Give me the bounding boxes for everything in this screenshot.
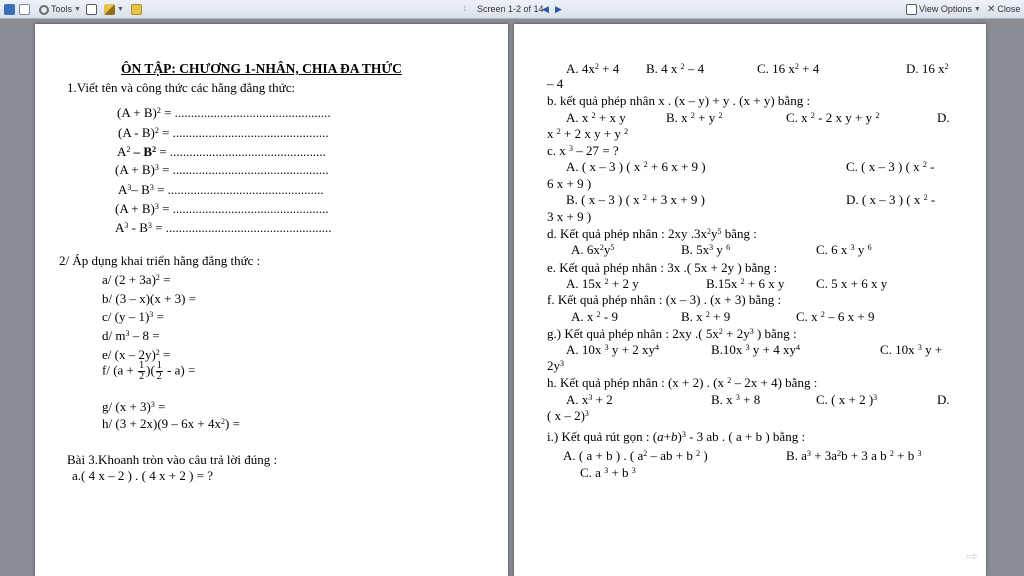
identity-item: $A^3-$ $B^3$ = ................................................ (118, 182, 324, 197)
next-page-button[interactable] (555, 3, 562, 16)
answer-line: A. $4x^2 + 4$ (566, 61, 620, 76)
question-3a: a.( 4 x – 2 ) . ( 4 x + 2 ) = ? (72, 468, 214, 483)
answer-line: ( x – 2)$^3$ (547, 408, 589, 423)
question-1: 1.Viết tên và công thức các hằng đẳng thức: (67, 80, 296, 95)
answer-line: B. 4 x $^2$ – 4 (646, 61, 705, 76)
answer-line: B. x $^3$ + 8 (711, 392, 761, 407)
next-screen-icon[interactable]: ⇨ (966, 549, 978, 565)
answer-line: 6 x + 9 ) (547, 176, 592, 191)
answer-line: C. 16 $x^2 + 4$ (757, 61, 820, 76)
gear-icon (39, 5, 49, 15)
answer-line: d. Kết quả phép nhân : 2xy $.3x^2y^5$ bằng : (547, 226, 757, 241)
expansion-item: d/ $m^3 - 8$ = (102, 328, 160, 343)
print-button[interactable] (19, 3, 30, 16)
answer-line: C. ( x – 3 ) ( x $^2$ - (846, 159, 935, 174)
answer-line: A. $x^3 + 2$ (566, 392, 613, 407)
prev-screen-button[interactable] (464, 3, 466, 16)
scroll-up-icon: ⁞ (464, 6, 466, 13)
view-options-label: View Options (919, 4, 972, 14)
fraction: $\frac{1}{2}$ (139, 360, 145, 382)
save-icon (4, 4, 15, 15)
answer-line: B. x $^2$ + y $^2$ (666, 110, 723, 125)
folder-icon (131, 4, 142, 15)
page-title: ÔN TẬP: CHƯƠNG 1-NHÂN, CHIA ĐA THỨC (121, 61, 402, 76)
answer-line: A. 10x $^3$ y + 2 $xy^4$ (566, 342, 659, 357)
expansion-item-f: f/ (a + $\frac{1}{2}$ )( $\frac{1}{2}$ - a) = (102, 360, 196, 382)
tools-label: Tools (51, 4, 73, 14)
answer-line: B.10x $^3$ y + 4 $xy^4$ (711, 342, 801, 357)
answer-line: C. a $^3$ + b $^3$ (580, 465, 636, 480)
answer-line: $2y^3$ (547, 358, 564, 373)
left-page (35, 24, 508, 576)
answer-line: b. kết quả phép nhân x . (x – y) + y . (x + y) bằng : (547, 93, 811, 108)
chevron-down-icon: ▼ (74, 6, 81, 13)
question-2: 2/ Áp dụng khai triển hằng đẳng thức : (59, 253, 261, 268)
answer-line: C. ( x + 2 )$^3$ (816, 392, 878, 407)
identity-item: $(A + B)^2$ = ................................................ (117, 105, 331, 120)
identity-item: $A^2 - B^2$ = ................................................ (117, 144, 326, 159)
screen-label: Screen 1-2 of 14 (477, 4, 544, 14)
answer-line: – 4 (547, 76, 564, 91)
answer-line: D. (937, 110, 950, 125)
answer-line: C. 10x $^3$ y + (880, 342, 943, 357)
identity-item: $A^3 - B^3$ = ................................................... (115, 220, 332, 235)
arrow-right-icon: ▶ (555, 4, 562, 14)
expansion-item: c/ (y – 1)$^3$ = (102, 309, 164, 324)
answer-line: B. $a^3 + 3a^2b + 3$ a b $^2$ + b $^3$ (786, 448, 922, 463)
chevron-down-icon: ▼ (973, 6, 981, 13)
prev-page-button[interactable] (542, 3, 549, 16)
expansion-item: g/ $(x + 3)^3$ = (102, 399, 166, 414)
answer-line: x $^2$ + 2 x y + y $^2$ (547, 126, 629, 141)
answer-line: A. ( a + b ) . ( $a^2$ – ab + b $^2$ ) (563, 448, 708, 463)
answer-line: C. x $^2$ - 2 x y + y $^2$ (786, 110, 880, 125)
answer-line: 3 x + 9 ) (547, 209, 592, 224)
highlighter-icon (104, 4, 115, 15)
answer-line: A. $6x^2y^5$ (571, 242, 615, 257)
answer-line: e. Kết quả phép nhân : 3x .( 5x + 2y ) bằng : (547, 260, 778, 275)
answer-line: c. x $^3$ – 27 = ? (547, 143, 619, 158)
identity-item: (A - B)$^2$ = ................................................ (118, 125, 329, 140)
answer-line: i.) Kết quả rút gọn : $(a+b)^3 - 3$ ab . ( a + b ) bằng : (547, 429, 806, 444)
expansion-item: b/ (3 – x)(x + 3) = (102, 291, 197, 306)
expansion-item: h/ $(3 + 2x)(9 - 6x + 4x^2)$ = (102, 416, 240, 431)
answer-line: A. x $^2$ + x y (566, 110, 626, 125)
answer-line: A. x $^2$ - 9 (571, 309, 618, 324)
answer-line: B. $5x^3$ y $^6$ (681, 242, 731, 257)
tools-menu[interactable] (39, 3, 81, 16)
arrow-left-icon: ◀ (542, 4, 549, 14)
question-3: Bài 3.Khoanh tròn vào câu trả lời đúng : (67, 452, 278, 467)
answer-line: A. 15x $^2$ + 2 y (566, 276, 639, 291)
answer-line: B. x $^2$ + 9 (681, 309, 731, 324)
close-label: Close (997, 4, 1021, 14)
identity-item: $(A + B)^3$ = ................................................ (115, 162, 329, 177)
comment-button[interactable] (131, 3, 142, 16)
answer-line: D. ( x – 3 ) ( x $^2$ - (846, 192, 936, 207)
save-button[interactable] (4, 3, 15, 16)
screen-indicator (477, 3, 544, 16)
fraction: $\frac{1}{2}$ (156, 360, 162, 382)
answer-line: B. ( x – 3 ) ( x $^2$ + 3 x + 9 ) (566, 192, 705, 207)
answer-line: D. 16 $x^2$ (906, 61, 949, 76)
answer-line: f. Kết quả phép nhân : (x – 3) . (x + 3) bằng : (547, 292, 782, 307)
reader-toolbar (0, 0, 1024, 19)
expansion-item: e/ (x – 2y)$^2$ = (102, 347, 171, 362)
answer-line: h. Kết quả phép nhân : (x + 2) . (x $^2$ – 2x + 4) bằng : (547, 375, 818, 390)
research-button[interactable] (86, 3, 97, 16)
answer-line: C. 5 x + 6 x y (816, 276, 888, 291)
identity-item: $(A + B)^3$ = ................................................ (115, 201, 329, 216)
close-icon: ✕ (987, 4, 996, 15)
highlight-button[interactable] (104, 3, 124, 16)
answer-line: B.15x $^2$ + 6 x y (706, 276, 785, 291)
expansion-item: a/ $(2 + 3a)^2$ = (102, 272, 171, 287)
answer-line: g.) Kết quả phép nhân : 2xy .( $5x^2 + 2y^3$ ) bằng : (547, 326, 797, 341)
research-icon (86, 4, 97, 15)
right-page (514, 24, 986, 576)
answer-line: C. 6 x $^3$ y $^6$ (816, 242, 872, 257)
view-options-menu[interactable] (906, 3, 981, 16)
answer-line: A. ( x – 3 ) ( x $^2$ + 6 x + 9 ) (566, 159, 706, 174)
close-button[interactable] (987, 3, 1020, 16)
chevron-down-icon: ▼ (117, 6, 124, 13)
view-options-icon (906, 4, 917, 15)
answer-line: C. x $^2$ – 6 x + 9 (796, 309, 875, 324)
answer-line: D. (937, 392, 950, 407)
document-icon (19, 4, 30, 15)
